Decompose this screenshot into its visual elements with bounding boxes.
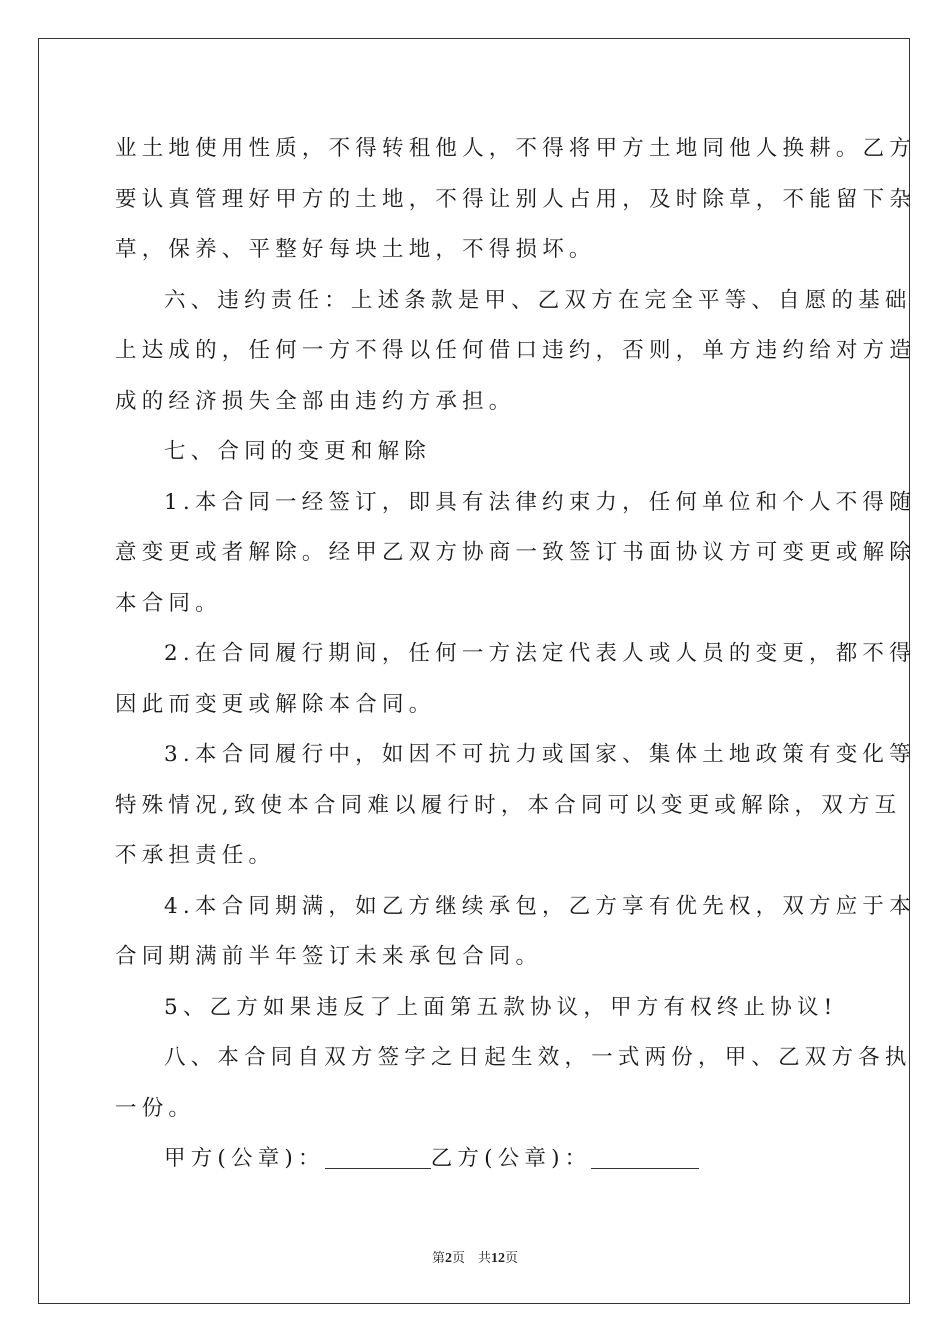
text-line: 4.本合同期满，如乙方继续承包，乙方享有优先权，双方应于本 bbox=[164, 893, 916, 919]
total-page-number: 12 bbox=[491, 1251, 505, 1266]
footer-suffix: 页 bbox=[505, 1251, 519, 1266]
text-line: 1.本合同一经签订，即具有法律约束力，任何单位和个人不得随 bbox=[164, 489, 916, 515]
text-line: 六、违约责任：上述条款是甲、乙双方在完全平等、自愿的基础 bbox=[164, 287, 912, 313]
paragraph bbox=[115, 730, 916, 882]
current-page-number: 2 bbox=[444, 1251, 452, 1266]
text-line: 一份。 bbox=[115, 1095, 196, 1121]
text-line: 上达成的，任何一方不得以任何借口违约，否则，单方违约给对方造 bbox=[115, 338, 917, 363]
text-line: 八、本合同自双方签字之日起生效，一式两份，甲、乙双方各执 bbox=[164, 1045, 912, 1070]
paragraph bbox=[115, 276, 917, 428]
text-line: 因此而变更或解除本合同。 bbox=[115, 691, 436, 717]
text-line: 2.在合同履行期间，任何一方法定代表人或人员的变更，都不得 bbox=[164, 641, 916, 666]
party-b-label: 乙方(公章)： bbox=[430, 1146, 592, 1171]
footer-prefix: 第 bbox=[431, 1251, 445, 1266]
party-a-blank[interactable] bbox=[325, 1146, 431, 1169]
text-line: 合同期满前半年签订未来承包合同。 bbox=[115, 944, 543, 969]
text-line: 业土地使用性质，不得转租他人，不得将甲方土地同他人换耕。乙方 bbox=[115, 136, 917, 161]
paragraph bbox=[115, 629, 916, 730]
page-footer bbox=[0, 1247, 950, 1267]
text-line: 意变更或者解除。经甲乙双方协商一致签订书面协议方可变更或解除 bbox=[115, 540, 917, 565]
signature-line bbox=[115, 1134, 835, 1185]
party-b-blank[interactable] bbox=[591, 1146, 699, 1169]
text-line: 5、乙方如果违反了上面第五款协议，甲方有权终止协议! bbox=[164, 994, 838, 1020]
text-line: 草，保养、平整好每块土地，不得损坏。 bbox=[115, 237, 596, 262]
document-body bbox=[115, 124, 917, 1185]
text-line: 成的经济损失全部由违约方承担。 bbox=[115, 388, 516, 414]
paragraph bbox=[115, 1033, 912, 1134]
text-line: 七、合同的变更和解除 bbox=[164, 439, 432, 464]
paragraph bbox=[115, 427, 835, 478]
text-line: 不承担责任。 bbox=[115, 843, 276, 868]
paragraph bbox=[115, 478, 917, 630]
party-a-label: 甲方(公章)： bbox=[164, 1146, 325, 1171]
paragraph bbox=[115, 983, 838, 1034]
paragraph bbox=[115, 882, 916, 983]
text-line: 要认真管理好甲方的土地，不得让别人占用，及时除草，不能留下杂 bbox=[115, 186, 917, 212]
text-line: 特殊情况,致使本合同难以履行时，本合同可以变更或解除，双方互 bbox=[115, 792, 902, 818]
footer-mid: 页 共 bbox=[451, 1251, 491, 1266]
text-line: 3.本合同履行中，如因不可抗力或国家、集体土地政策有变化等 bbox=[164, 742, 916, 767]
paragraph bbox=[115, 124, 917, 276]
text-line: 本合同。 bbox=[115, 590, 222, 616]
